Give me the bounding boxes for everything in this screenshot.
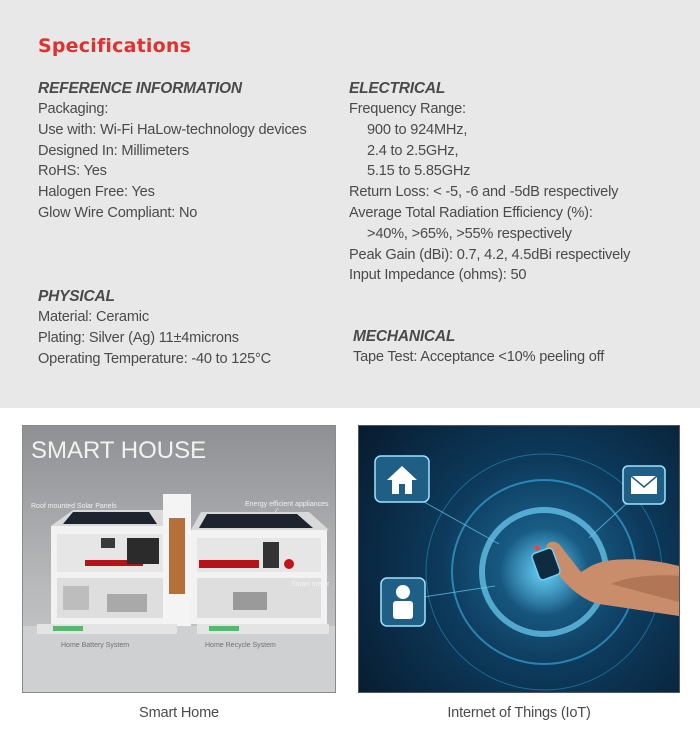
material-line: Material: Ceramic (38, 309, 149, 325)
frequency-band-5150: 5.15 to 5.85GHz (367, 163, 471, 180)
electrical-section (349, 78, 630, 286)
smart-house-image (22, 425, 336, 693)
peak-gain-line: Peak Gain (dBi): 0.7, 4.2, 4.5dBi respectively (349, 246, 631, 263)
physical-section (38, 286, 271, 369)
packaging-line: Packaging: (38, 101, 109, 117)
home-icon (375, 456, 429, 502)
frequency-band-2400: 2.4 to 2.5GHz, (367, 142, 459, 159)
user-icon (381, 578, 425, 626)
mechanical-section (353, 326, 604, 368)
solar-panels-label: Roof mounted Solar Panels (31, 503, 117, 510)
rohs-line: RoHS: Yes (38, 163, 107, 180)
return-loss-line: Return Loss: < -5, -6 and -5dB respectively (349, 184, 619, 201)
battery-system-label: Home Battery System (61, 642, 130, 649)
reference-information-section (38, 78, 307, 224)
iot-illustration (359, 426, 679, 692)
plating-line: Plating: Silver (Ag) 11±4microns (38, 329, 239, 346)
mechanical-heading: MECHANICAL (353, 328, 456, 345)
frequency-band-900: 900 to 924MHz, (367, 121, 468, 138)
halogen-free-line: Halogen Free: Yes (38, 184, 155, 201)
reference-information-heading: REFERENCE INFORMATION (38, 80, 242, 97)
operating-temperature-line: Operating Temperature: -40 to 125°C (38, 350, 272, 367)
recycle-system-label: Home Recycle System (205, 642, 276, 649)
physical-heading: PHYSICAL (38, 288, 115, 305)
smart-meter-label: Smart meter (291, 581, 330, 588)
use-with-line: Use with: Wi-Fi HaLow-technology devices (38, 121, 307, 138)
smart-house-title: SMART HOUSE (31, 437, 207, 464)
tape-test-line: Tape Test: Acceptance <10% peeling off (353, 349, 605, 365)
iot-caption: Internet of Things (IoT) (447, 705, 591, 721)
appliances-label: Energy efficient appliances (245, 501, 329, 508)
smart-home-caption: Smart Home (139, 705, 219, 721)
iot-image (358, 425, 680, 693)
glow-wire-line: Glow Wire Compliant: No (38, 204, 198, 221)
mail-icon (623, 466, 665, 504)
page-title: Specifications (38, 35, 192, 57)
radiation-efficiency-values: >40%, >65%, >55% respectively (367, 225, 572, 242)
designed-in-line: Designed In: Millimeters (38, 142, 189, 159)
input-impedance-line: Input Impedance (ohms): 50 (349, 267, 527, 284)
smart-house-illustration (23, 426, 335, 692)
electrical-heading: ELECTRICAL (349, 80, 446, 97)
frequency-range-line: Frequency Range: (349, 101, 466, 117)
radiation-efficiency-line: Average Total Radiation Efficiency (%): (349, 204, 593, 221)
